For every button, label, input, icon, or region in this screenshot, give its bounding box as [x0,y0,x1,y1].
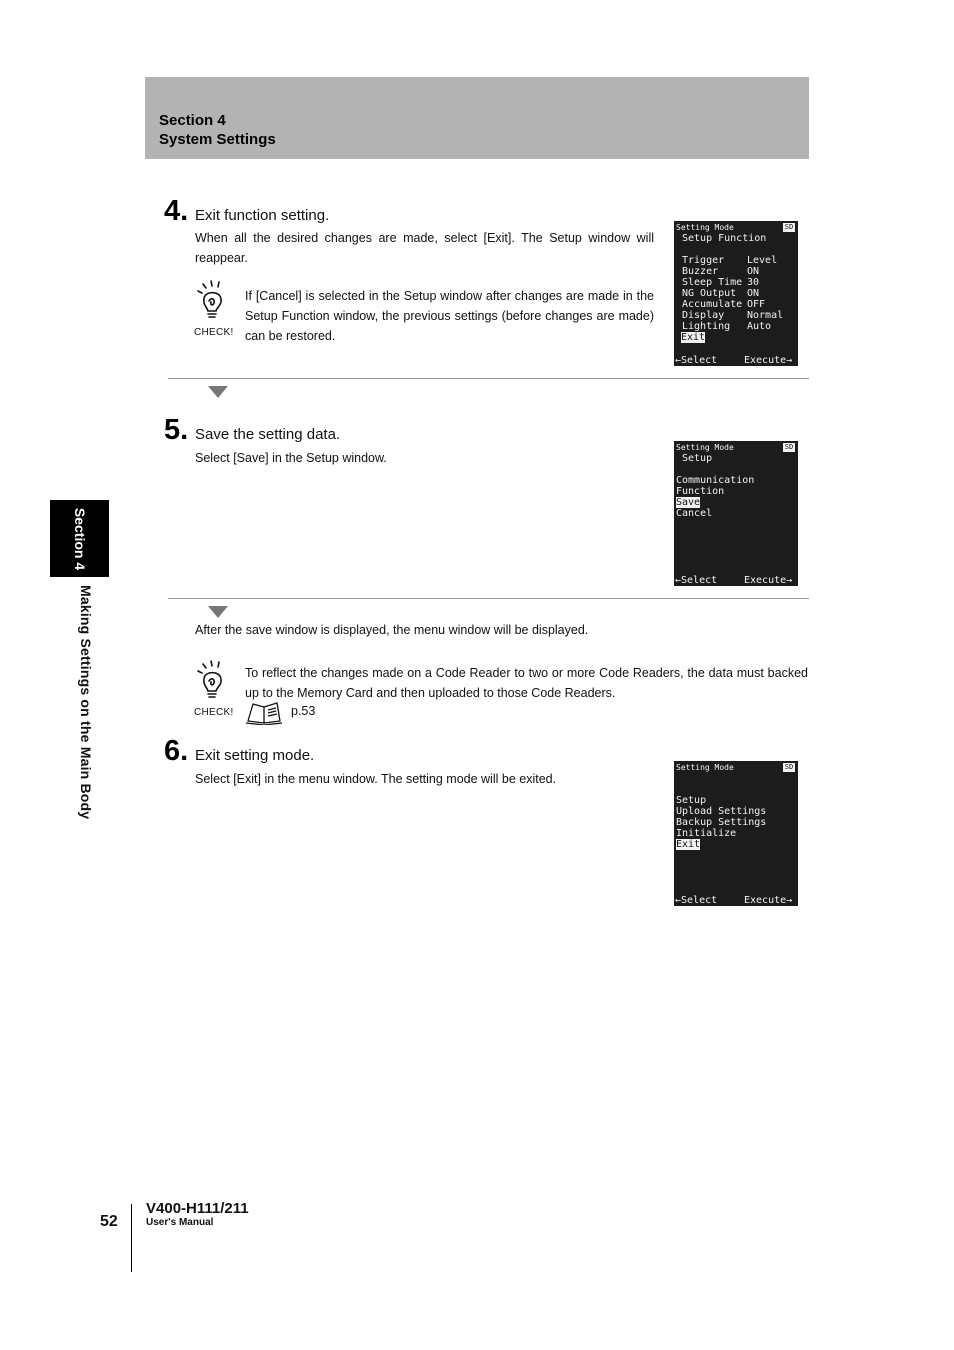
lcd-setup-function-screen [674,221,798,366]
lcd-menu-item: Backup Settings [676,817,767,828]
lcd-row-value: OFF [747,299,766,310]
lcd-select-hint: ←Select [675,895,718,906]
step-4-check-note: If [Cancel] is selected in the Setup window after changes are made in the Setup Function window, the previous settings (before changes are made) can be restored. [245,289,654,343]
lcd-menu-item: Initialize [676,828,737,839]
check-label: CHECK! [194,707,234,718]
step-4-number: 4. [164,195,189,227]
lcd-row-label: Trigger [682,255,725,266]
step-divider [168,378,809,379]
footer-rule [131,1204,132,1272]
lcd-menu-item: Cancel [676,508,713,519]
lcd-menu-screen [674,761,798,906]
step-6-title: Exit setting mode. [195,747,315,764]
lcd-row-value: Normal [747,310,784,321]
step-divider [168,598,809,599]
section-number: Section 4 [159,112,226,129]
page-number: 52 [100,1213,118,1230]
down-arrow-icon [208,606,228,618]
step-5-body: Select [Save] in the Setup window. [195,451,387,465]
lcd-title: Setup Function [682,233,767,244]
lcd-row-value: Auto [747,321,772,332]
lcd-mode-label: Setting Mode [676,443,734,452]
lcd-row-value: ON [747,288,760,299]
side-running-title [60,585,100,850]
lcd-menu-item: Communication [676,475,755,486]
lcd-row-label: Lighting [682,321,731,332]
lcd-selected-save: Save [676,497,701,508]
footer-manual: User's Manual [146,1217,214,1228]
step-5-title: Save the setting data. [195,426,341,443]
sd-card-icon: SD [784,223,794,231]
step-4-title: Exit function setting. [195,207,330,224]
lcd-row-value: 30 [747,277,760,288]
sd-card-icon: SD [784,443,794,451]
lcd-menu-item: Upload Settings [676,806,767,817]
lcd-select-hint: ←Select [675,355,718,366]
lcd-execute-hint: Execute→ [744,895,793,906]
footer-model: V400-H111/211 [146,1200,249,1217]
lcd-menu-item: Function [676,486,725,497]
down-arrow-icon [208,386,228,398]
step-4-body: When all the desired changes are made, select [Exit]. The Setup window will reappear. [195,231,654,265]
lcd-row-label: Accumulate [682,299,743,310]
lcd-row-label: NG Output [682,288,737,299]
section-title: System Settings [159,131,276,148]
running-title-text: Making Settings on the Main Body [78,585,94,820]
lcd-selected-exit: Exit [676,839,701,850]
lcd-execute-hint: Execute→ [744,575,793,586]
lcd-mode-label: Setting Mode [676,763,734,772]
lcd-setup-screen [674,441,798,586]
step-6-number: 6. [164,735,189,767]
lcd-selected-exit: Exit [681,332,706,343]
lcd-row-label: Display [682,310,725,321]
step-5-after-text: After the save window is displayed, the menu window will be displayed. [195,623,589,637]
book-reference-icon [245,701,283,725]
sd-card-icon: SD [784,763,794,771]
step-6-body: Select [Exit] in the menu window. The setting mode will be exited. [195,772,557,786]
step-5-check-note: To reflect the changes made on a Code Reader to two or more Code Readers, the data must backed up to the Memory Card and then uploaded to those Code Readers. [245,666,808,700]
lcd-row-value: Level [747,255,778,266]
lcd-row-label: Buzzer [682,266,719,277]
lcd-mode-label: Setting Mode [676,223,734,232]
lcd-execute-hint: Execute→ [744,355,793,366]
reference-page-link[interactable]: p.53 [291,704,316,718]
lcd-select-hint: ←Select [675,575,718,586]
side-section-tab [50,500,109,577]
side-tab-label: Section 4 [71,507,88,570]
check-label: CHECK! [194,327,234,338]
lcd-row-label: Sleep Time [682,277,743,288]
lcd-row-value: ON [747,266,760,277]
step-5-number: 5. [164,414,189,446]
section-header [145,77,809,159]
lcd-menu-item: Setup [676,795,707,806]
lcd-title: Setup [682,453,713,464]
